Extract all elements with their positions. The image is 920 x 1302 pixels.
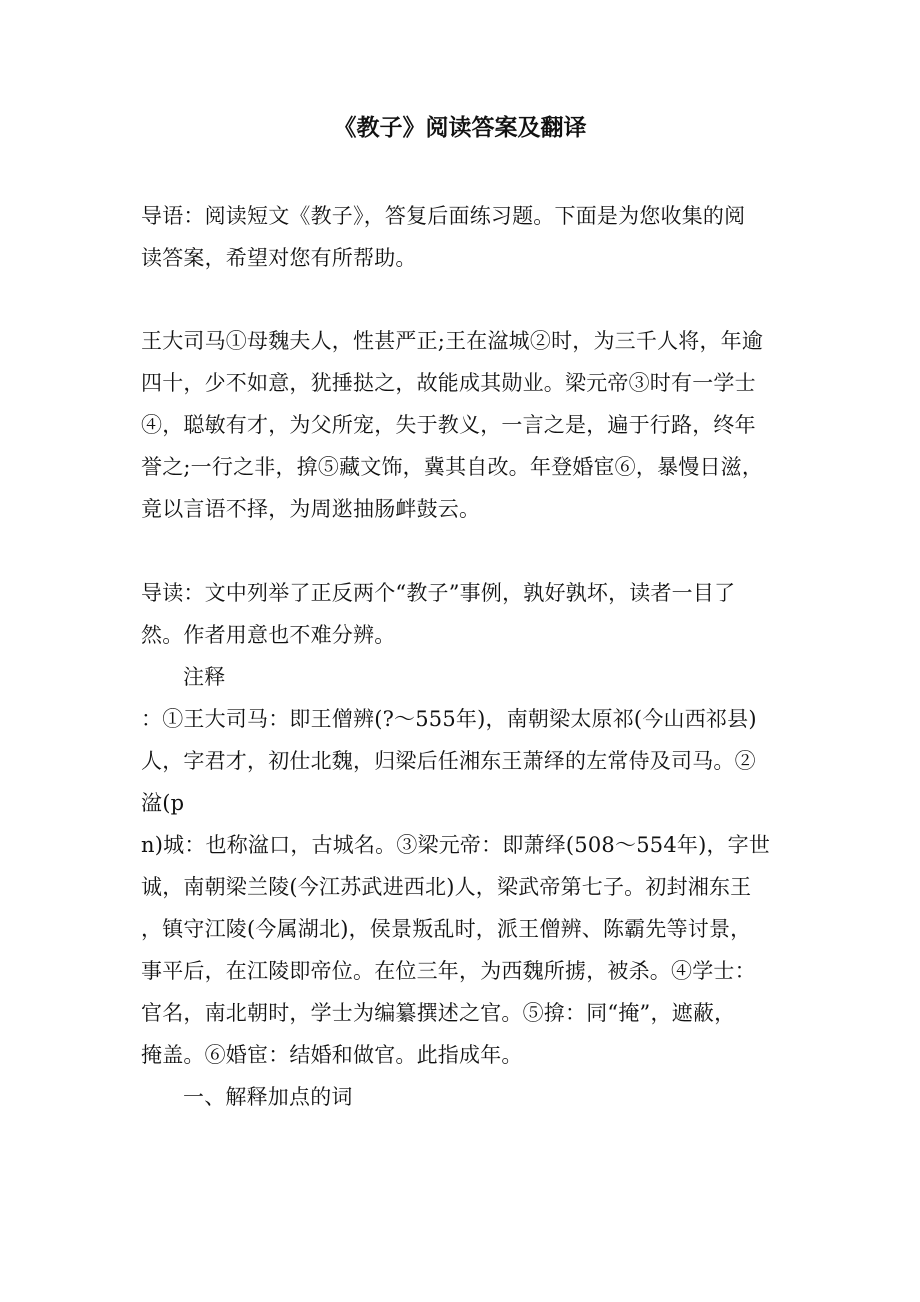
passage-line: 竟以言语不择，为周逖抽肠衅鼓云。 — [141, 497, 481, 521]
note-line: 诚，南朝梁兰陵(今江苏武进西北)人，梁武帝第七子。初封湘东王 — [141, 875, 752, 899]
guide-line: 然。作者用意也不难分辨。 — [141, 623, 396, 647]
passage-line: 四十，少不如意，犹捶挞之，故能成其勋业。梁元帝③时有一学士 — [141, 371, 756, 395]
document-title: 《教子》阅读答案及翻译 — [333, 114, 587, 141]
note-line: ：①王大司马：即王僧辨(?～555年)，南朝梁太原祁(今山西祁县) — [141, 707, 757, 731]
passage-line: ④，聪敏有才，为父所宠，失于教义，一言之是，遍于行路，终年 — [141, 413, 756, 437]
note-line: 湓(p — [141, 791, 185, 815]
section-heading: 一、解释加点的词 — [183, 1085, 353, 1109]
note-line: ，镇守江陵(今属湖北)，侯景叛乱时，派王僧辨、陈霸先等讨景， — [141, 917, 752, 941]
note-line: 掩盖。⑥婚宦：结婚和做官。此指成年。 — [141, 1043, 523, 1067]
intro-line: 读答案，希望对您有所帮助。 — [141, 246, 417, 270]
note-line: 官名，南北朝时，学士为编纂撰述之官。⑤揜：同“掩”，遮蔽， — [141, 1001, 736, 1025]
passage-line: 王大司马①母魏夫人，性甚严正;王在湓城②时，为三千人将，年逾 — [141, 329, 764, 353]
note-line: n)城：也称湓口，古城名。③梁元帝：即萧绎(508～554年)，字世 — [141, 833, 771, 857]
intro-line: 导语：阅读短文《教子》，答复后面练习题。下面是为您收集的阅 — [141, 204, 746, 228]
note-line: 人，字君才，初仕北魏，归梁后任湘东王萧绎的左常侍及司马。② — [141, 749, 756, 773]
notes-heading: 注释 — [183, 665, 226, 689]
guide-line: 导读：文中列举了正反两个“教子”事例，孰好孰坏，读者一目了 — [141, 581, 736, 605]
passage-line: 誉之;一行之非，揜⑤藏文饰，冀其自改。年登婚宦⑥，暴慢日滋， — [141, 455, 764, 479]
note-line: 事平后，在江陵即帝位。在位三年，为西魏所掳，被杀。④学士： — [141, 959, 756, 983]
